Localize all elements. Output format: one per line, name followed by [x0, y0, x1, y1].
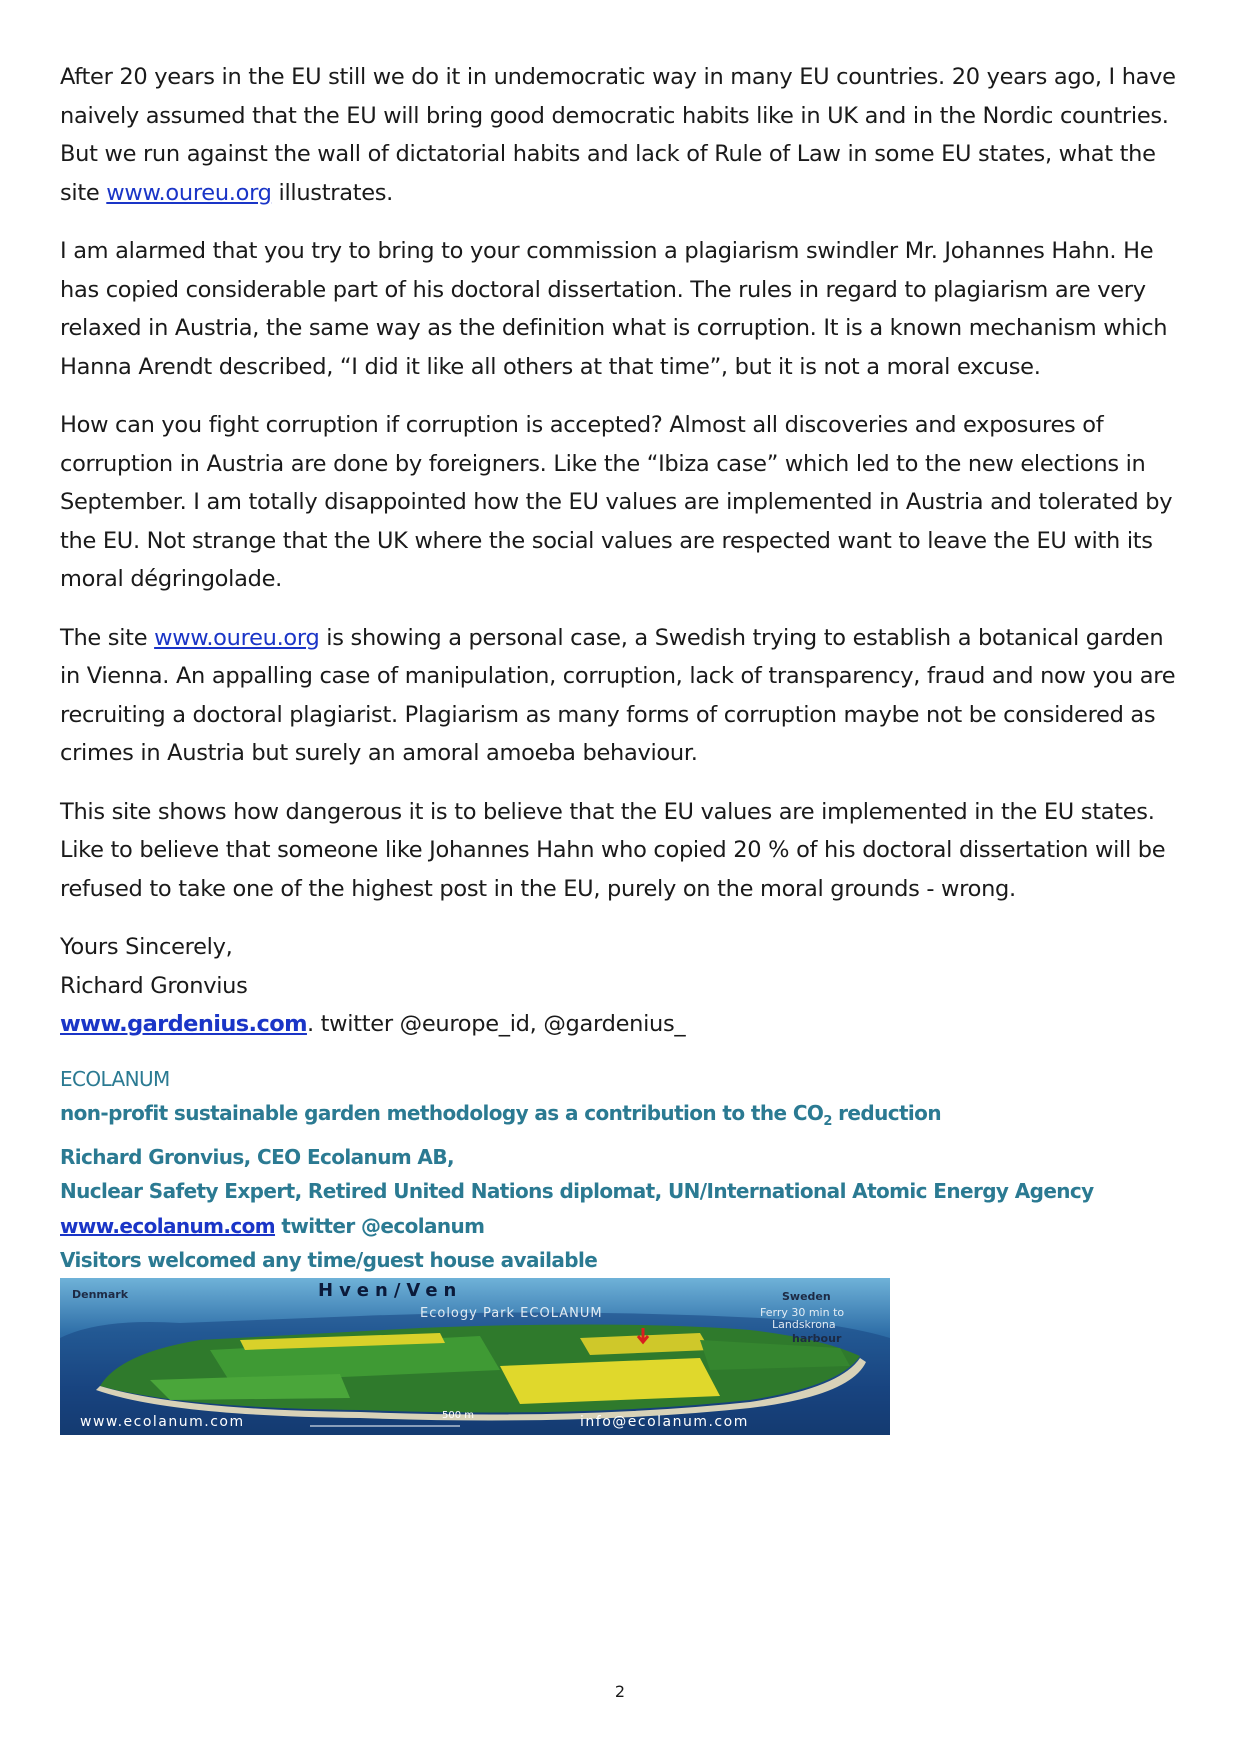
signature-title: Nuclear Safety Expert, Retired United Nations diplomat, UN/International Atomic Energy Agency — [60, 1179, 1094, 1203]
salutation: Yours Sincerely, — [60, 934, 233, 960]
banner-park-label: Ecology Park ECOLANUM — [420, 1305, 603, 1321]
closing-block — [60, 928, 1190, 1044]
banner-title: Hven/Ven — [318, 1279, 463, 1301]
banner-ferry-label: Ferry 30 min to — [760, 1305, 845, 1319]
paragraph-4 — [60, 619, 1190, 773]
oureu-link[interactable]: www.oureu.org — [106, 179, 272, 206]
letter-body — [60, 58, 1190, 1435]
paragraph-text: After 20 years in the EU still we do it in undemocratic way in many EU countries. 20 years ago, I have naively assumed that the EU will bring good democratic habits like in UK and in the Nordic countries. But we run against the wall of dictatorial habits and lack of Rule of Law in some EU states, what the site — [60, 64, 1176, 206]
banner-label-denmark: Denmark — [72, 1287, 129, 1301]
island-illustration — [60, 1278, 890, 1435]
ecolanum-link[interactable]: www.ecolanum.com — [60, 1213, 276, 1238]
paragraph-2: I am alarmed that you try to bring to your commission a plagiarism swindler Mr. Johannes Hahn. He has copied considerable part of his doctoral dissertation. The rules in regard to plagiarism are very relaxed in Austria, the same way as the definition what is corruption. It is a known mechanism which Hanna Arendt described, “I did it like all others at that time”, but it is not a moral excuse. — [60, 238, 1168, 380]
signature-role: Richard Gronvius, CEO Ecolanum AB, — [60, 1144, 454, 1169]
banner-ferry-destination: Landskrona — [772, 1317, 836, 1331]
tagline-subscript: 2 — [823, 1114, 832, 1129]
ecolanum-twitter: twitter @ecolanum — [275, 1213, 485, 1238]
tagline-text: non-profit sustainable garden methodology as a contribution to the CO — [60, 1101, 824, 1125]
paragraph-1 — [60, 58, 1190, 212]
signature-block — [60, 1062, 1190, 1278]
paragraph-text: is showing a personal case, a Swedish trying to establish a botanical garden in Vienna. An appalling case of manipulation, corruption, lack of transparency, fraud and now you are recruiting a doctoral plagiarist. Plagiarism as many forms of corruption maybe not be considered as crimes in Austria but surely an amoral amoeba behaviour. — [60, 624, 1176, 766]
page-number: 2 — [614, 1682, 626, 1701]
visitors-note: Visitors welcomed any time/guest house available — [60, 1248, 598, 1272]
paragraph-3: How can you fight corruption if corruption is accepted? Almost all discoveries and exposures of corruption in Austria are done by foreigners. Like the “Ibiza case” which led to the new elections in September. I am totally disappointed how the EU values are implemented in Austria and tolerated by the EU. Not strange that the UK where the social values are respected want to leave the EU with its moral dégringolade. — [60, 412, 1173, 592]
banner-web-address: www.ecolanum.com — [80, 1413, 245, 1430]
paragraph-text: illustrates. — [271, 179, 394, 206]
org-tagline — [60, 1096, 1190, 1140]
twitter-handles: . twitter @europe_id, @gardenius_ — [306, 1011, 686, 1037]
banner-scale-label: 500 m — [442, 1409, 475, 1421]
sender-contact — [60, 1005, 1190, 1044]
ecolanum-banner-image — [60, 1278, 890, 1435]
banner-label-sweden: Sweden — [782, 1289, 831, 1303]
oureu-link[interactable]: www.oureu.org — [154, 624, 320, 651]
gardenius-link[interactable]: www.gardenius.com — [60, 1011, 307, 1037]
sender-name: Richard Gronvius — [60, 972, 248, 999]
tagline-text-end: reduction — [831, 1101, 941, 1125]
banner-harbour-label: harbour — [792, 1331, 842, 1345]
paragraph-text: The site — [60, 624, 155, 651]
banner-email: info@ecolanum.com — [580, 1413, 749, 1430]
org-name: ECOLANUM — [60, 1066, 170, 1091]
paragraph-5: This site shows how dangerous it is to believe that the EU values are implemented in the EU states. Like to believe that someone like Johannes Hahn who copied 20 % of his doctoral dissertation will be refused to take one of the highest post in the EU, purely on the moral grounds - wrong. — [60, 798, 1166, 902]
signature-contact — [60, 1209, 1190, 1244]
